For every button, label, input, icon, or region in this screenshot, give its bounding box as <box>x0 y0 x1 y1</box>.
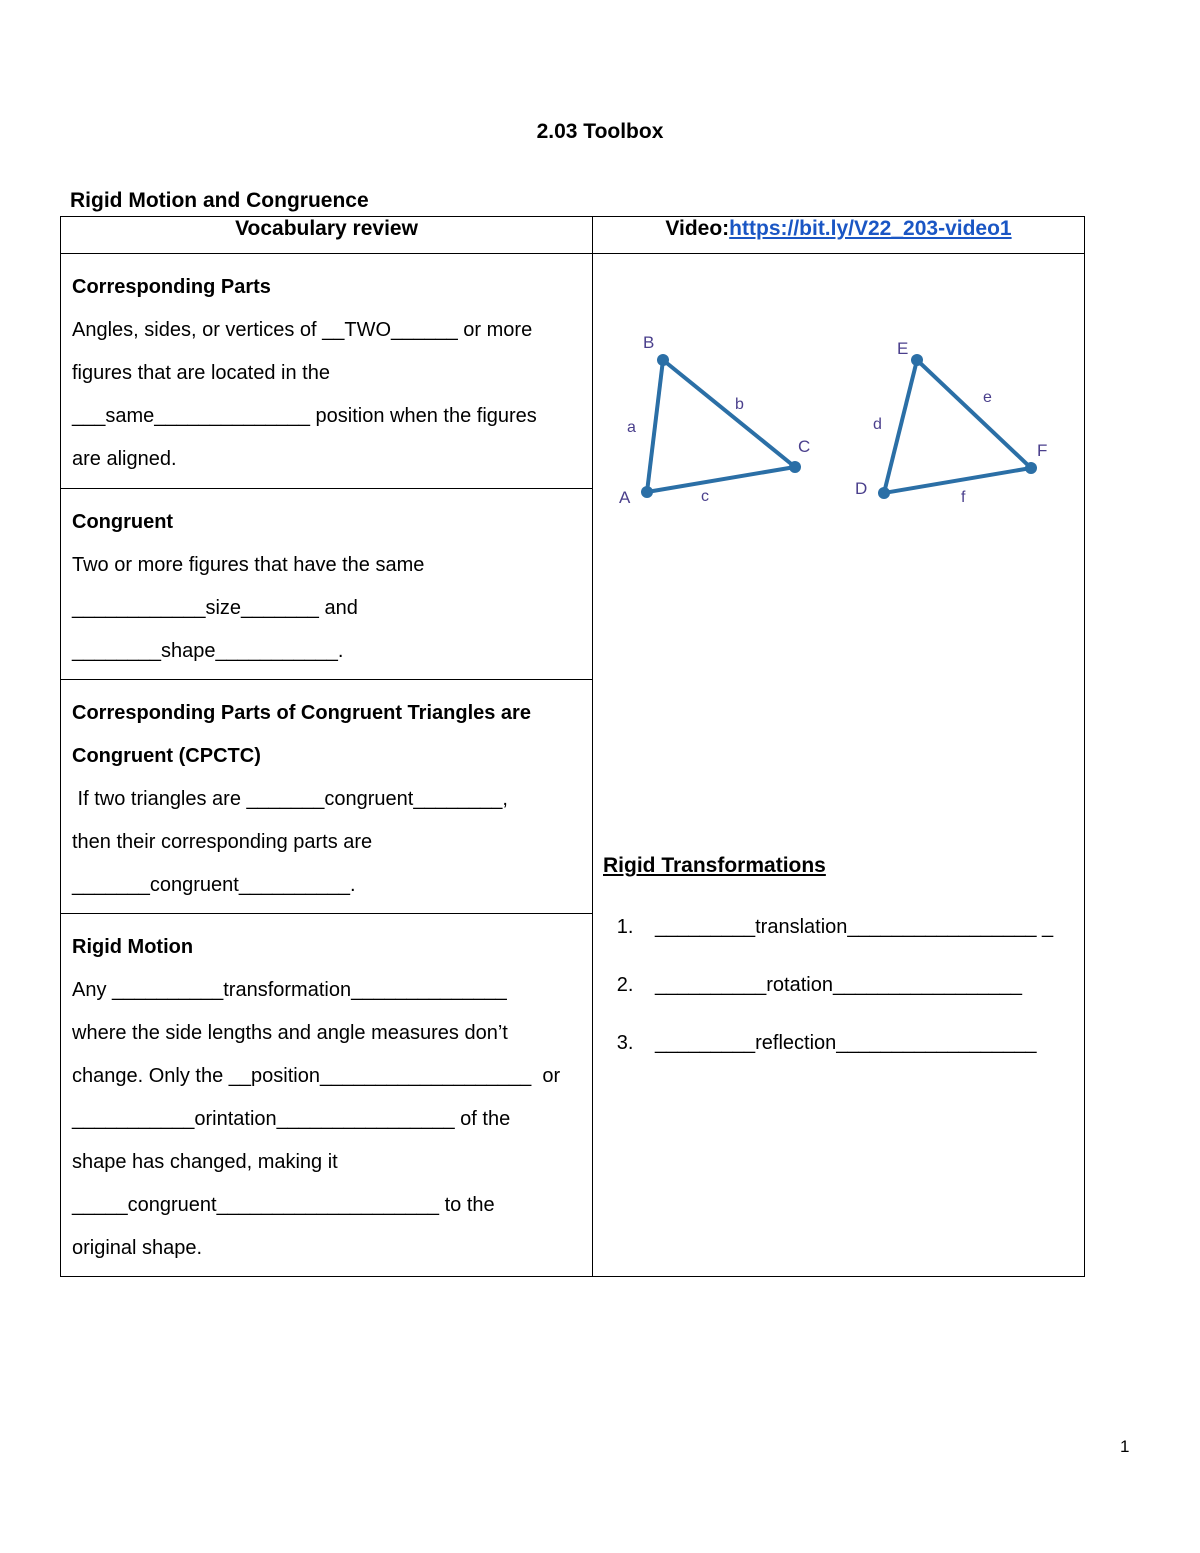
vertex-d <box>878 487 890 499</box>
corresponding-parts-term: Corresponding Parts <box>72 276 271 298</box>
cpctc-line: then their corresponding parts are <box>72 831 373 853</box>
side-a <box>647 360 663 492</box>
transformation-item: 1. _________translation_________________ _ <box>639 909 1109 945</box>
label-f: F <box>1037 441 1048 460</box>
vocabulary-header: Vocabulary review <box>61 217 593 254</box>
congruent-line: Two or more figures that have the same <box>72 554 425 576</box>
label-d: D <box>855 479 868 498</box>
cpctc-line: _______congruent__________. <box>72 874 356 896</box>
corresponding-parts-line: Angles, sides, or vertices of __TWO______ or more <box>72 319 533 341</box>
cpctc-cell <box>61 680 593 914</box>
label-side-e: e <box>983 389 992 406</box>
section-title: Rigid Motion and Congruence <box>70 189 369 212</box>
vertex-e <box>911 354 923 366</box>
congruent-line: ____________size_______ and <box>72 597 358 619</box>
corresponding-parts-cell <box>61 254 593 489</box>
rigid-motion-term: Rigid Motion <box>72 936 194 958</box>
congruent-cell <box>61 489 593 680</box>
rigid-motion-line: change. Only the __position___________________ or <box>72 1065 561 1087</box>
cpctc-term: Corresponding Parts of Congruent Triangles are <box>72 702 531 724</box>
label-a: A <box>619 488 631 507</box>
congruent-term: Congruent <box>72 511 174 533</box>
rigid-transformations-title: Rigid Transformations <box>603 854 826 877</box>
side-f <box>884 468 1031 493</box>
cpctc-term: Congruent (CPCTC) <box>72 745 261 767</box>
triangle-def <box>855 339 1047 506</box>
side-b <box>663 360 795 467</box>
rigid-motion-cell <box>61 914 593 1277</box>
triangles-figure <box>597 290 1077 507</box>
rigid-motion-line: shape has changed, making it <box>72 1151 338 1173</box>
corresponding-parts-line: are aligned. <box>72 448 177 470</box>
transformation-item: 3. _________reflection__________________ <box>639 1025 1109 1061</box>
label-side-b: b <box>735 396 744 413</box>
video-link[interactable]: https://bit.ly/V22_203-video1 <box>729 217 1012 240</box>
video-label: Video: <box>665 217 730 240</box>
triangle-abc <box>619 333 810 507</box>
cpctc-line: If two triangles are _______congruent________, <box>72 788 508 810</box>
rigid-motion-line: Any __________transformation______________ <box>72 979 507 1001</box>
transformation-item: 2. __________rotation_________________ <box>639 967 1109 1003</box>
rigid-motion-line: original shape. <box>72 1237 203 1259</box>
rigid-motion-line: where the side lengths and angle measures don’t <box>72 1022 508 1044</box>
label-side-a: a <box>627 419 636 436</box>
corresponding-parts-line: ___same______________ position when the figures <box>72 405 537 427</box>
label-e: E <box>897 339 909 358</box>
congruent-line: ________shape___________. <box>72 640 344 662</box>
rigid-motion-line: _____congruent____________________ to the <box>72 1194 495 1216</box>
side-d <box>884 360 917 493</box>
video-header <box>593 217 1085 254</box>
side-e <box>917 360 1031 468</box>
side-c <box>647 467 795 492</box>
vertex-b <box>657 354 669 366</box>
page-title: 2.03 Toolbox <box>536 120 664 143</box>
vertex-f <box>1025 462 1037 474</box>
video-cell <box>593 254 1085 1277</box>
rigid-transformations-list <box>603 909 1109 1083</box>
corresponding-parts-line: figures that are located in the <box>72 362 330 384</box>
label-side-d: d <box>873 416 882 433</box>
page-number: 1 <box>1120 1437 1130 1456</box>
label-b: B <box>643 333 655 352</box>
label-side-f: f <box>961 489 966 506</box>
label-c: C <box>798 437 811 456</box>
toolbox-table <box>60 216 1085 1277</box>
vertex-a <box>641 486 653 498</box>
label-side-c: c <box>701 488 709 505</box>
vertex-c <box>789 461 801 473</box>
rigid-motion-line: ___________orintation________________ of the <box>72 1108 511 1130</box>
